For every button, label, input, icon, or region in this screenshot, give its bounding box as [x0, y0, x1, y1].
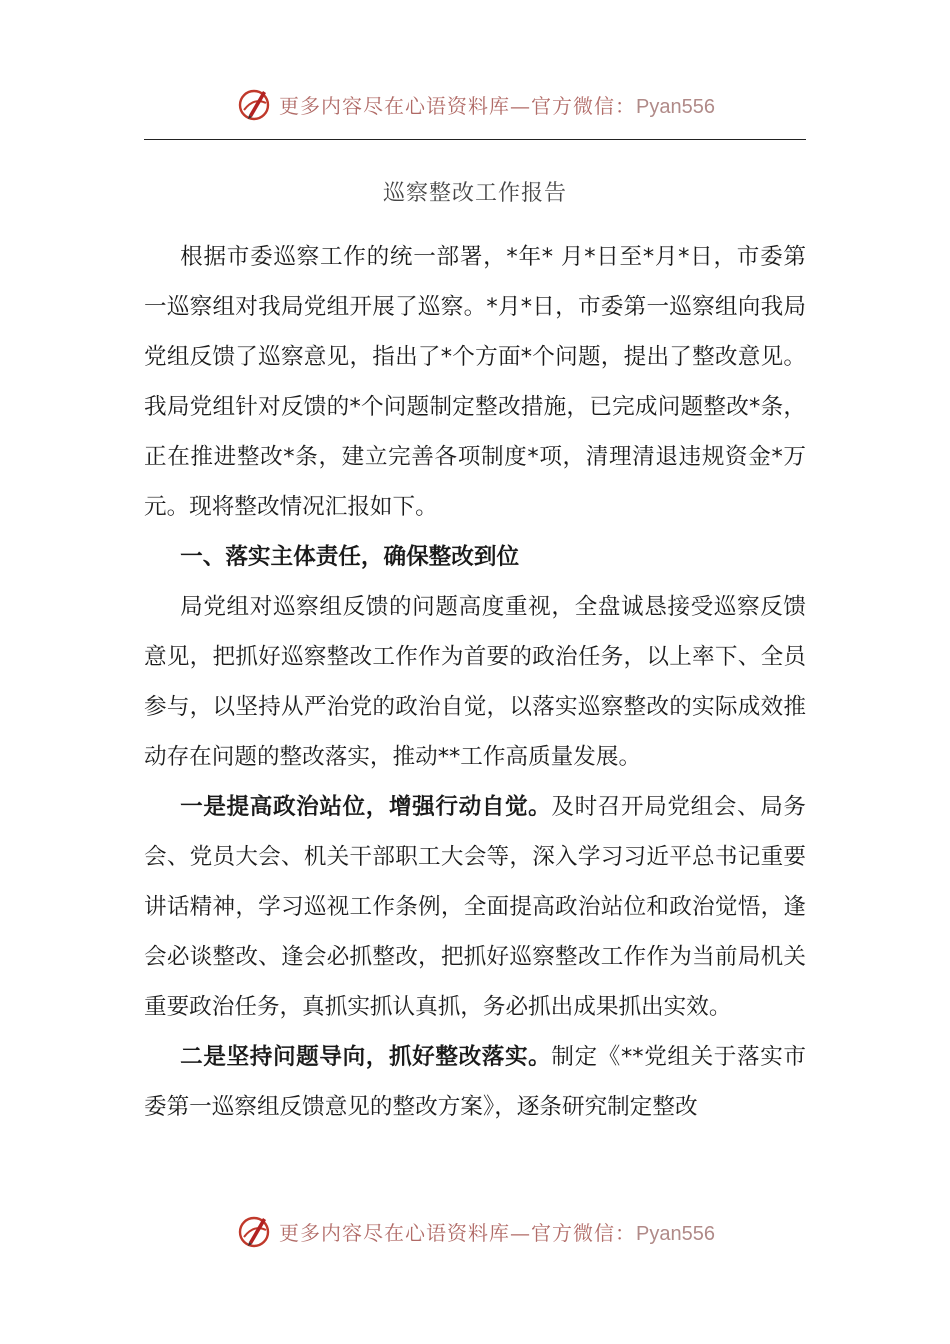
intro-paragraph: 根据市委巡察工作的统一部署，*年* 月*日至*月*日，市委第一巡察组对我局党组开展了巡察。*月*日，市委第一巡察组向我局党组反馈了巡察意见，指出了*个方面*个问题，提出了整改意见。我局党组针对反馈的*个问题制定整改措施，已完成问题整改*条，正在推进整改*条，建立完善各项制度*项，清理清退违规资金*万元。现将整改情况汇报如下。 [144, 244, 806, 520]
point-one-text: 及时召开局党组会、局务会、党员大会、机关干部职工大会等，深入学习习近平总书记重要讲话精神，学习巡视工作条例，全面提高政治站位和政治觉悟，逢会必谈整改、逢会必抓整改，把抓好巡察整改工作作为当前局机关重要政治任务，真抓实抓认真抓，务必抓出成果抓出实效。 [144, 794, 807, 1020]
section-paragraph: 局党组对巡察组反馈的问题高度重视，全盘诚恳接受巡察反馈意见，把抓好巡察整改工作作为首要的政治任务，以上率下、全员参与，以坚持从严治党的政治自觉，以落实巡察整改的实际成效推动存在问题的整改落实，推动**工作高质量发展。 [144, 594, 806, 770]
header-divider [144, 139, 806, 140]
document-body [144, 232, 806, 1132]
banner-slogan: 更多内容尽在心语资料库—官方微信： [279, 93, 637, 118]
footer-banner [0, 1209, 950, 1253]
section-heading: 一、落实主体责任，确保整改到位 [180, 544, 520, 570]
point-one-lead: 一是提高政治站位，增强行动自觉。 [180, 794, 552, 820]
pen-logo-icon [235, 1212, 273, 1250]
banner-text [279, 1217, 715, 1246]
wechat-id: Pyan556 [636, 95, 715, 118]
point-two-text: 制定《**党组关于落实市委第一巡察组反馈意见的整改方案》，逐条研究制定整改 [144, 1044, 807, 1120]
banner-slogan: 更多内容尽在心语资料库—官方微信： [279, 1220, 637, 1245]
point-two-lead: 二是坚持问题导向，抓好整改落实。 [180, 1044, 552, 1070]
point-two-paragraph [144, 1032, 806, 1132]
document-title: 巡察整改工作报告 [382, 181, 567, 206]
header-banner [0, 82, 950, 126]
pen-logo-icon [235, 85, 273, 123]
banner-text [279, 90, 715, 119]
wechat-id: Pyan556 [636, 1222, 715, 1245]
point-one-paragraph [144, 782, 806, 1032]
